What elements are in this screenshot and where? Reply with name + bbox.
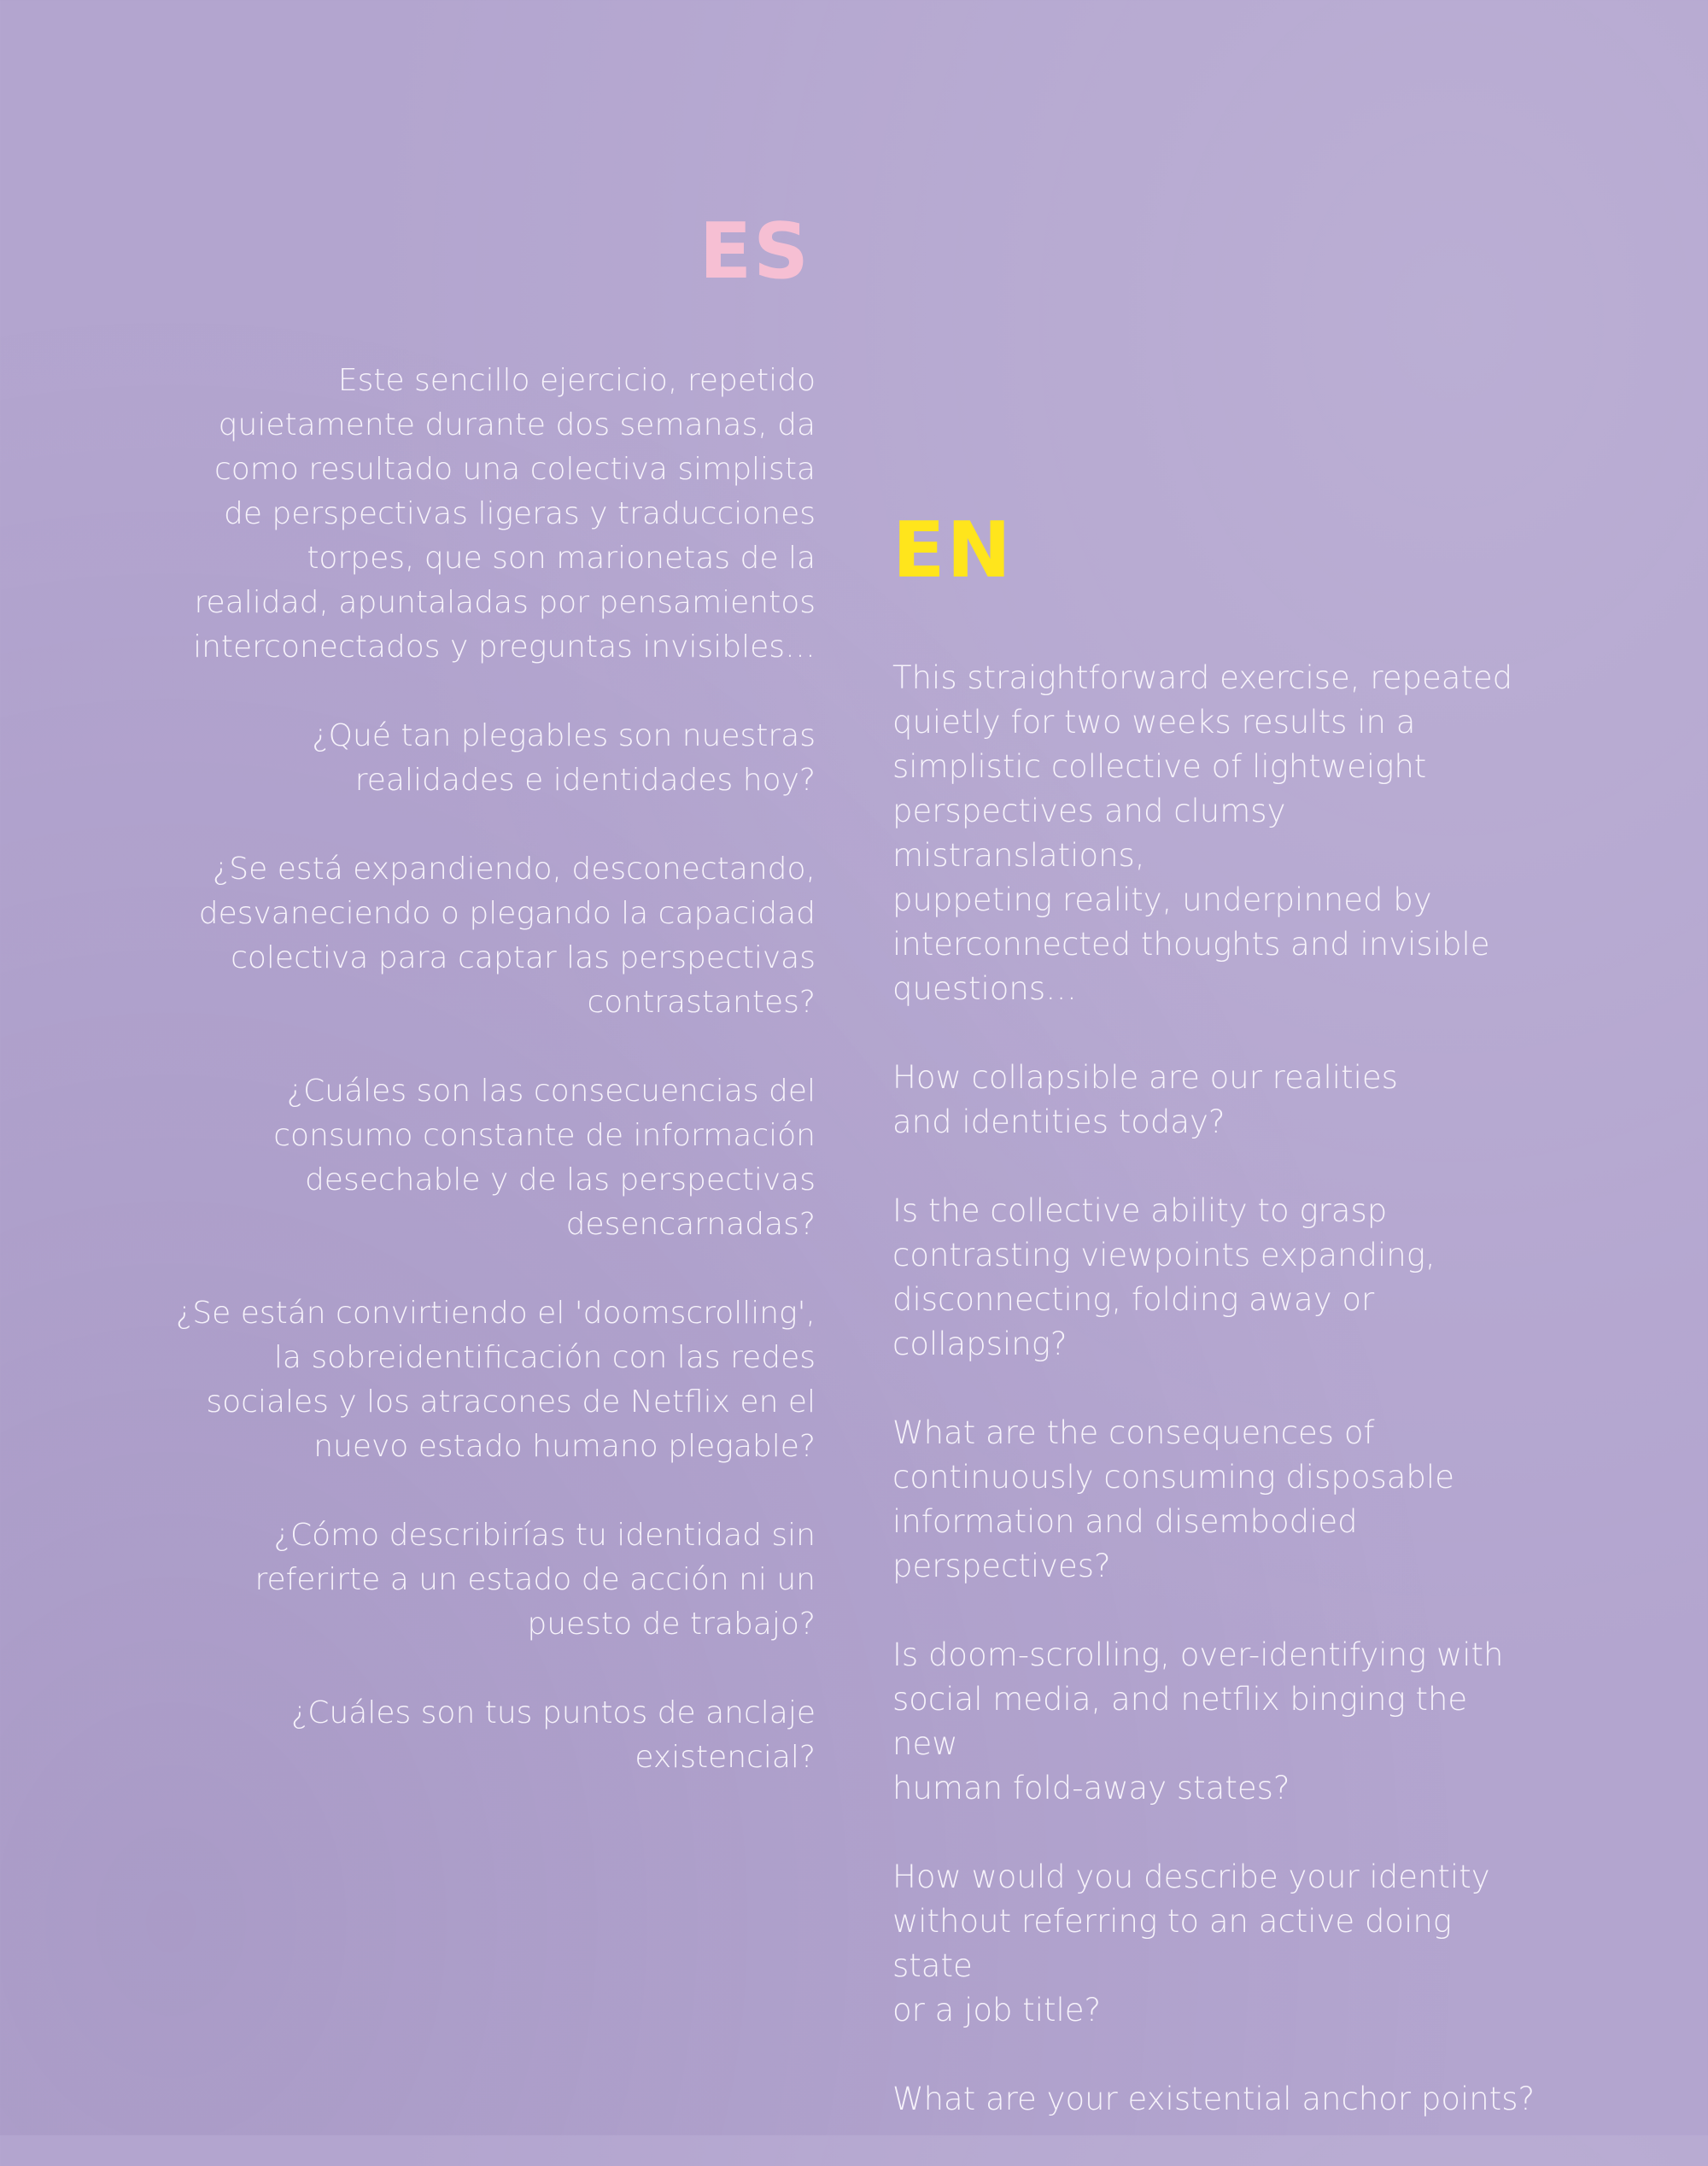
english-column <box>892 506 1541 2166</box>
spanish-heading: ES <box>699 207 810 296</box>
es-paragraph-question-1: ¿Qué tan plegables son nuestras realidades e identidades hoy? <box>312 718 816 798</box>
en-paragraph-intro: This straightforward exercise, repeated quietly for two weeks results in a simplistic collective of lightweight perspectives and clumsy mistranslations, puppeting reality, underpinned by interconnected thoughts and invisible questions… <box>892 659 1513 1007</box>
en-paragraph-question-5: How would you describe your identity without referring to an active doing state or a job title? <box>892 1859 1490 2028</box>
en-paragraph-question-1: How collapsible are our realities and identities today? <box>892 1059 1398 1140</box>
english-heading: EN <box>892 506 1013 595</box>
es-paragraph-question-5: ¿Cómo describirías tu identidad sin referirte a un estado de acción ni un puesto de trabajo? <box>254 1518 816 1642</box>
es-paragraph-question-6: ¿Cuáles son tus puntos de anclaje existencial? <box>291 1695 816 1775</box>
es-paragraph-question-2: ¿Se está expandiendo, desconectando, desvaneciendo o plegando la capacidad colectiva para captar las perspectivas contrastantes? <box>198 852 816 1020</box>
en-paragraph-question-6: What are your existential anchor points? <box>892 2081 1535 2117</box>
en-paragraph-question-4: Is doom-scrolling, over-identifying with social media, and netflix binging the new human fold-away states? <box>892 1636 1504 1806</box>
en-paragraph-question-3: What are the consequences of continuously consuming disposable information and disembodied perspectives? <box>892 1414 1454 1584</box>
es-paragraph-question-3: ¿Cuáles son las consecuencias del consumo constante de información desechable y de las perspectivas desencarnadas? <box>273 1074 816 1242</box>
es-paragraph-question-4: ¿Se están convirtiendo el 'doomscrolling', la sobreidentificación con las redes sociales y los atracones de Netflix en el nuevo estado humano plegable? <box>175 1296 816 1464</box>
es-paragraph-intro: Este sencillo ejercicio, repetido quietamente durante dos semanas, da como resultado una colectiva simplista de perspectivas ligeras y traducciones torpes, que son marionetas de la realidad, apuntaladas por pensamientos interconectados y preguntas invisibles… <box>193 363 816 664</box>
en-paragraph-question-2: Is the collective ability to grasp contrasting viewpoints expanding, disconnecting, folding away or collapsing? <box>892 1192 1436 1362</box>
spanish-column <box>154 207 816 1824</box>
